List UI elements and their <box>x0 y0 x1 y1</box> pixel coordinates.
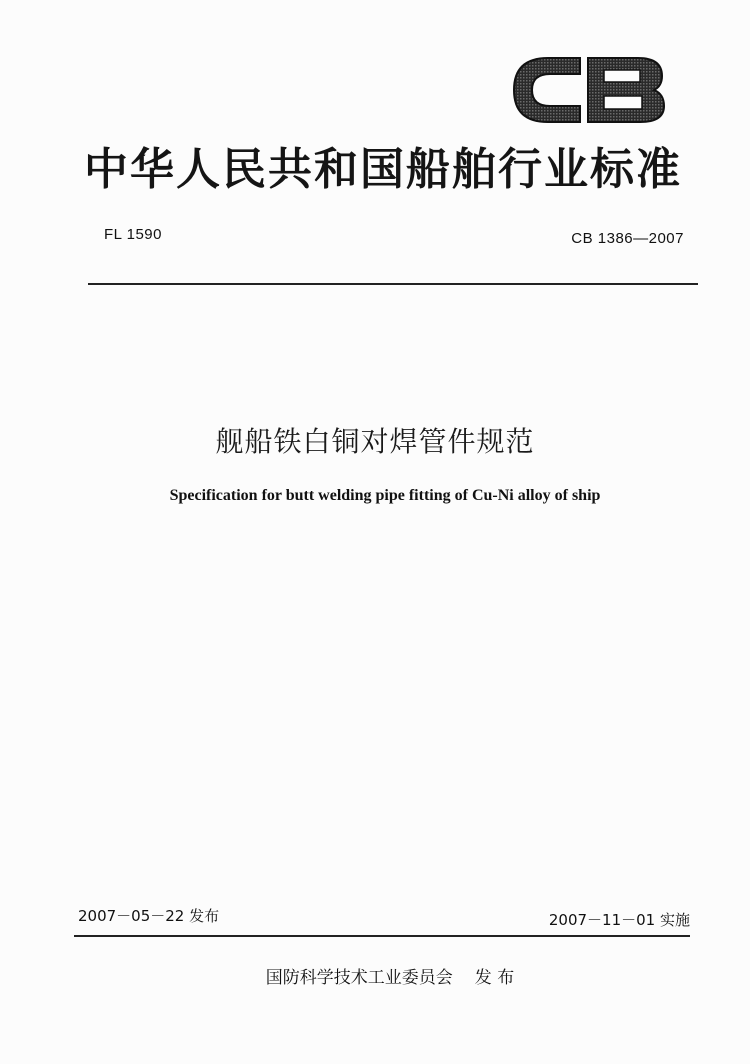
publisher-line <box>0 963 750 988</box>
classification-code: FL 1590 <box>104 226 162 243</box>
standard-number: CB 1386—2007 <box>571 230 684 247</box>
document-title-english: Specification for butt welding pipe fitting of Cu-Ni alloy of ship <box>169 487 601 504</box>
implementation-date: 2007－11－01 实施 <box>548 911 690 929</box>
publisher-action: 发 布 <box>474 968 515 988</box>
standard-category-title: 中华人民共和国船舶行业标准 <box>84 144 682 195</box>
header-divider <box>88 283 698 285</box>
issue-date: 2007－05－22 发布 <box>78 907 220 925</box>
footer-divider <box>74 935 690 937</box>
publisher-name: 国防科学技术工业委员会 <box>265 968 453 988</box>
cb-logo <box>508 50 668 130</box>
document-title-chinese: 舰船铁白铜对焊管件规范 <box>215 425 535 458</box>
